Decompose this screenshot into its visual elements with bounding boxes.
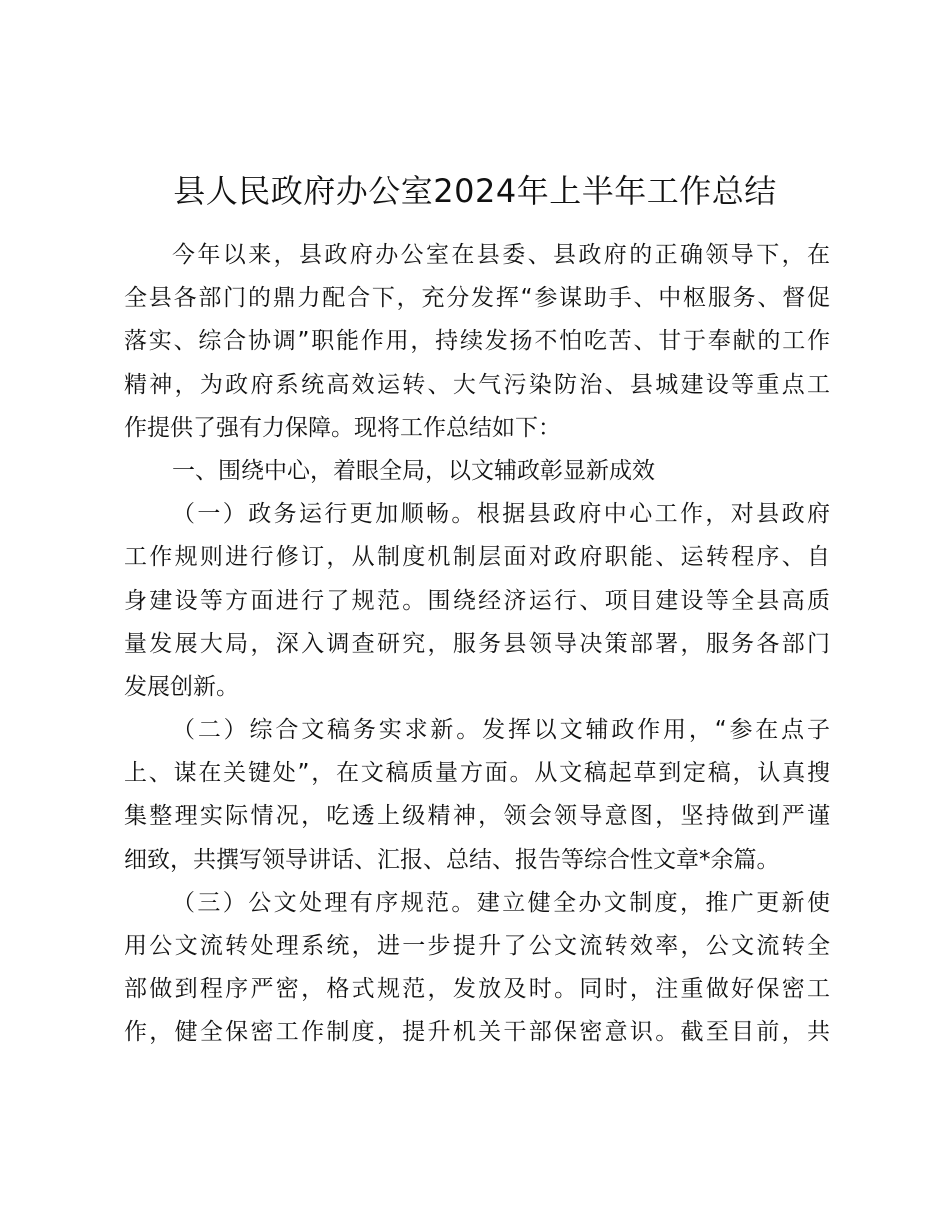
paragraph-1-line-5: 发展创新。: [124, 673, 239, 700]
document-body: [124, 234, 830, 1055]
paragraph-intro-line-5: 作提供了强有力保障。现将工作总结如下：: [124, 414, 561, 441]
paragraph-1-line-3: 身建设等方面进行了规范。围绕经济运行、项目建设等全县高质: [124, 587, 830, 614]
section-heading-1: 一、围绕中心，着眼全局，以文辅政彰显新成效: [172, 457, 655, 484]
paragraph-2-line-4: 细致，共撰写领导讲话、汇报、总结、报告等综合性文章*余篇。: [124, 846, 780, 873]
paragraph-3-line-4: 作，健全保密工作制度，提升机关干部保密意识。截至目前，共: [124, 1019, 830, 1046]
paragraph-2-line-3: 集整理实际情况，吃透上级精神，领会领导意图，坚持做到严谨: [124, 803, 830, 830]
paragraph-2-line-2: 上、谋在关键处”，在文稿质量方面。从文稿起草到定稿，认真搜: [124, 760, 830, 787]
paragraph-intro-line-2: 全县各部门的鼎力配合下，充分发挥“参谋助手、中枢服务、督促: [124, 285, 830, 312]
paragraph-1-line-1: （一）政务运行更加顺畅。根据县政府中心工作，对县政府: [172, 501, 830, 528]
paragraph-3-line-1: （三）公文处理有序规范。建立健全办文制度，推广更新使: [172, 889, 830, 916]
paragraph-intro-line-4: 精神，为政府系统高效运转、大气污染防治、县城建设等重点工: [124, 371, 830, 398]
paragraph-2-line-1: （二）综合文稿务实求新。发挥以文辅政作用，“参在点子: [172, 717, 830, 744]
document-title: 县人民政府办公室2024年上半年工作总结: [173, 172, 777, 210]
paragraph-intro-line-3: 落实、综合协调”职能作用，持续发扬不怕吃苦、甘于奉献的工作: [124, 328, 830, 355]
paragraph-1-line-2: 工作规则进行修订，从制度机制层面对政府职能、运转程序、自: [124, 544, 830, 571]
paragraph-3-line-3: 部做到程序严密，格式规范，发放及时。同时，注重做好保密工: [124, 976, 830, 1003]
paragraph-intro-line-1: 今年以来，县政府办公室在县委、县政府的正确领导下，在: [172, 242, 830, 268]
paragraph-1-line-4: 量发展大局，深入调查研究，服务县领导决策部署，服务各部门: [124, 630, 830, 657]
paragraph-3-line-2: 用公文流转处理系统，进一步提升了公文流转效率，公文流转全: [124, 933, 830, 959]
